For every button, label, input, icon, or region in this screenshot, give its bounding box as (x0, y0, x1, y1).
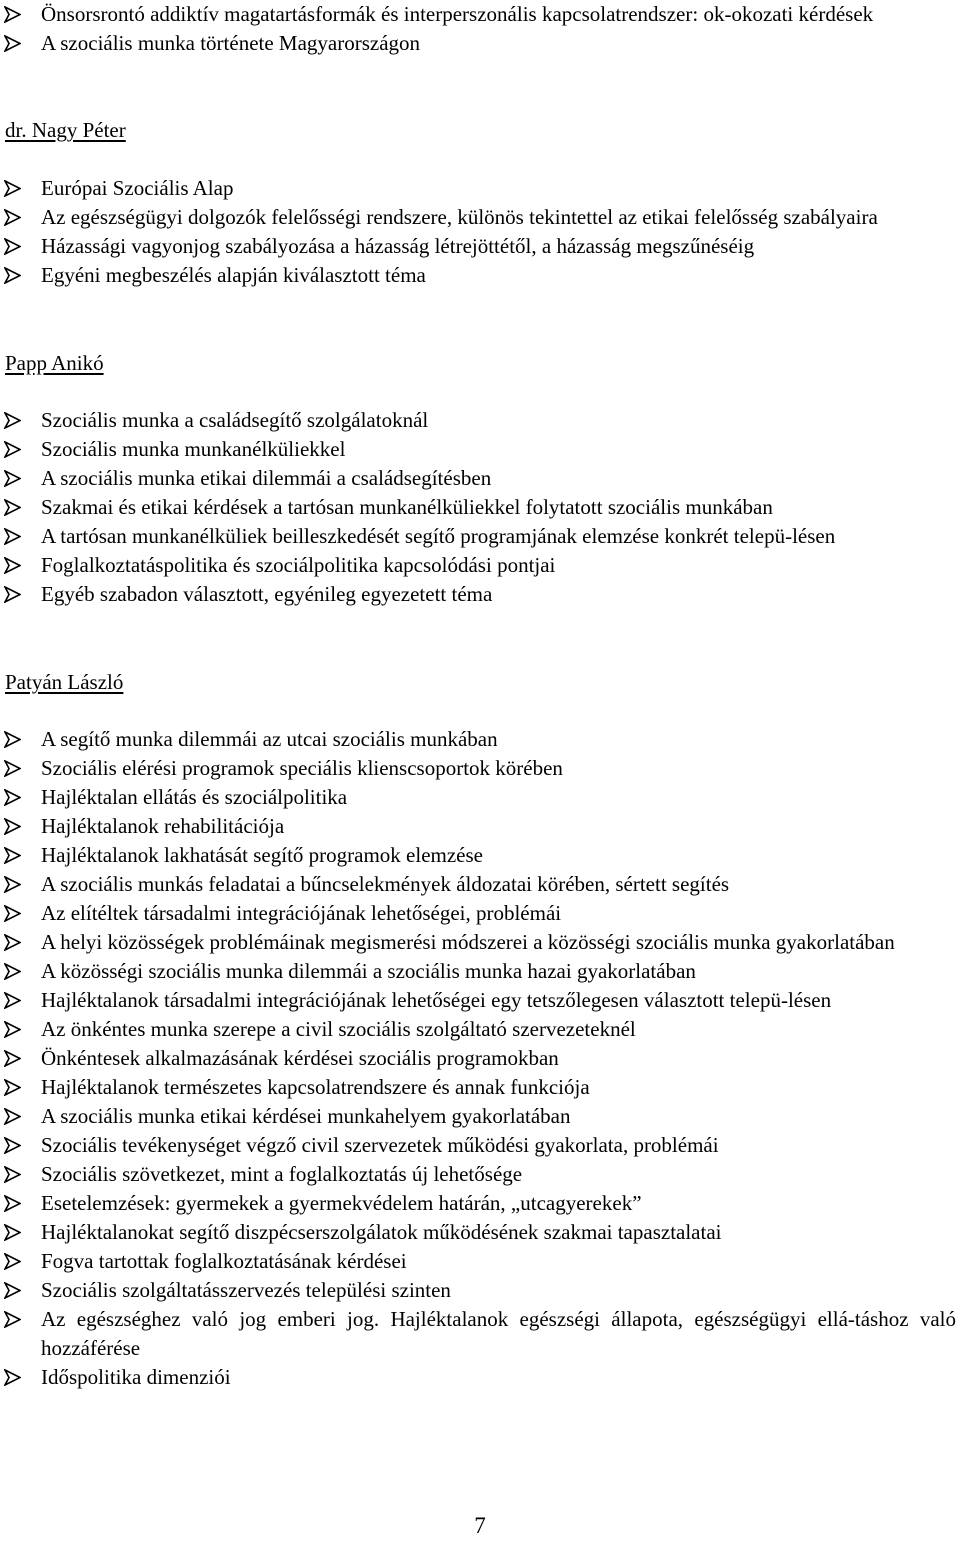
list-item: A szociális munkás feladatai a bűncselekmények áldozatai körében, sértett segítés (4, 870, 956, 899)
list-item: Az egészségügyi dolgozók felelősségi rendszere, különös tekintettel az etikai felelősség szabályaira (4, 203, 956, 232)
list-item: Hajléktalanok rehabilitációja (4, 812, 956, 841)
arrow-bullet-icon (4, 1311, 21, 1328)
arrow-bullet-icon (4, 905, 21, 922)
list-item: Egyéni megbeszélés alapján kiválasztott téma (4, 261, 956, 290)
arrow-bullet-icon (4, 6, 21, 23)
arrow-bullet-icon (4, 470, 21, 487)
arrow-bullet-icon (4, 1021, 21, 1038)
list-item: Szociális tevékenységet végző civil szervezetek működési gyakorlata, problémái (4, 1131, 956, 1160)
list-item: Önkéntesek alkalmazásának kérdései szociális programokban (4, 1044, 956, 1073)
arrow-bullet-icon (4, 731, 21, 748)
list-item: Egyéb szabadon választott, egyénileg egyezetett téma (4, 580, 956, 609)
list-item: A szociális munka etikai kérdései munkahelyem gyakorlatában (4, 1102, 956, 1131)
list-item: Hajléktalanok természetes kapcsolatrendszere és annak funkciója (4, 1073, 956, 1102)
arrow-bullet-icon (4, 35, 21, 52)
topic-list-nagy-peter (4, 174, 956, 290)
arrow-bullet-icon (4, 1079, 21, 1096)
list-item: Házassági vagyonjog szabályozása a házasság létrejöttétől, a házasság megszűnéséig (4, 232, 956, 261)
list-item: Fogva tartottak foglalkoztatásának kérdései (4, 1247, 956, 1276)
arrow-bullet-icon (4, 934, 21, 951)
topic-list-intro (4, 0, 956, 58)
arrow-bullet-icon (4, 528, 21, 545)
arrow-bullet-icon (4, 1282, 21, 1299)
arrow-bullet-icon (4, 1137, 21, 1154)
arrow-bullet-icon (4, 267, 21, 284)
list-item: A szociális munka története Magyarországon (4, 29, 956, 58)
list-item: Az elítéltek társadalmi integrációjának lehetőségei, problémái (4, 899, 956, 928)
arrow-bullet-icon (4, 789, 21, 806)
list-item: Szociális munka munkanélküliekkel (4, 435, 956, 464)
page-number: 7 (474, 1513, 486, 1538)
arrow-bullet-icon (4, 963, 21, 980)
arrow-bullet-icon (4, 1166, 21, 1183)
arrow-bullet-icon (4, 1369, 21, 1386)
list-item: Európai Szociális Alap (4, 174, 956, 203)
section-heading-nagy-peter: dr. Nagy Péter (5, 118, 126, 142)
list-item: Hajléktalan ellátás és szociálpolitika (4, 783, 956, 812)
arrow-bullet-icon (4, 1108, 21, 1125)
arrow-bullet-icon (4, 1253, 21, 1270)
list-item: Szakmai és etikai kérdések a tartósan munkanélküliekkel folytatott szociális munkában (4, 493, 956, 522)
arrow-bullet-icon (4, 992, 21, 1009)
arrow-bullet-icon (4, 238, 21, 255)
list-item: A tartósan munkanélküliek beilleszkedését segítő programjának elemzése konkrét telepü-lésen (4, 522, 956, 551)
list-item: Szociális szolgáltatásszervezés települési szinten (4, 1276, 956, 1305)
list-item: Az önkéntes munka szerepe a civil szociális szolgáltató szervezeteknél (4, 1015, 956, 1044)
list-item: Szociális elérési programok speciális klienscsoportok körében (4, 754, 956, 783)
arrow-bullet-icon (4, 1195, 21, 1212)
section-heading-papp-aniko: Papp Anikó (5, 351, 104, 375)
topic-list-papp-aniko (4, 406, 956, 609)
arrow-bullet-icon (4, 847, 21, 864)
arrow-bullet-icon (4, 818, 21, 835)
list-item: A szociális munka etikai dilemmái a családsegítésben (4, 464, 956, 493)
list-item: Hajléktalanokat segítő diszpécserszolgálatok működésének szakmai tapasztalatai (4, 1218, 956, 1247)
list-item: Önsorsrontó addiktív magatartásformák és interperszonális kapcsolatrendszer: ok-okozati kérdések (4, 0, 956, 29)
list-item: Foglalkoztatáspolitika és szociálpolitika kapcsolódási pontjai (4, 551, 956, 580)
arrow-bullet-icon (4, 209, 21, 226)
arrow-bullet-icon (4, 499, 21, 516)
arrow-bullet-icon (4, 412, 21, 429)
list-item: Szociális munka a családsegítő szolgálatoknál (4, 406, 956, 435)
arrow-bullet-icon (4, 1050, 21, 1067)
list-item: A segítő munka dilemmái az utcai szociális munkában (4, 725, 956, 754)
list-item: Hajléktalanok társadalmi integrációjának lehetőségei egy tetszőlegesen választott telepü-lésen (4, 986, 956, 1015)
arrow-bullet-icon (4, 876, 21, 893)
arrow-bullet-icon (4, 557, 21, 574)
topic-list-patyan-laszlo (4, 725, 956, 1392)
arrow-bullet-icon (4, 586, 21, 603)
list-item: A helyi közösségek problémáinak megismerési módszerei a közösségi szociális munka gyakorlatában (4, 928, 956, 957)
list-item: A közösségi szociális munka dilemmái a szociális munka hazai gyakorlatában (4, 957, 956, 986)
arrow-bullet-icon (4, 180, 21, 197)
list-item: Hajléktalanok lakhatását segítő programok elemzése (4, 841, 956, 870)
list-item: Szociális szövetkezet, mint a foglalkoztatás új lehetősége (4, 1160, 956, 1189)
list-item: Esetelemzések: gyermekek a gyermekvédelem határán, „utcagyerekek” (4, 1189, 956, 1218)
list-item: Időspolitika dimenziói (4, 1363, 956, 1392)
section-heading-patyan-laszlo: Patyán László (5, 670, 124, 694)
arrow-bullet-icon (4, 1224, 21, 1241)
arrow-bullet-icon (4, 441, 21, 458)
arrow-bullet-icon (4, 760, 21, 777)
list-item: Az egészséghez való jog emberi jog. Hajléktalanok egészségi állapota, egészségügyi ellá-táshoz való hozzáférése (4, 1305, 956, 1363)
